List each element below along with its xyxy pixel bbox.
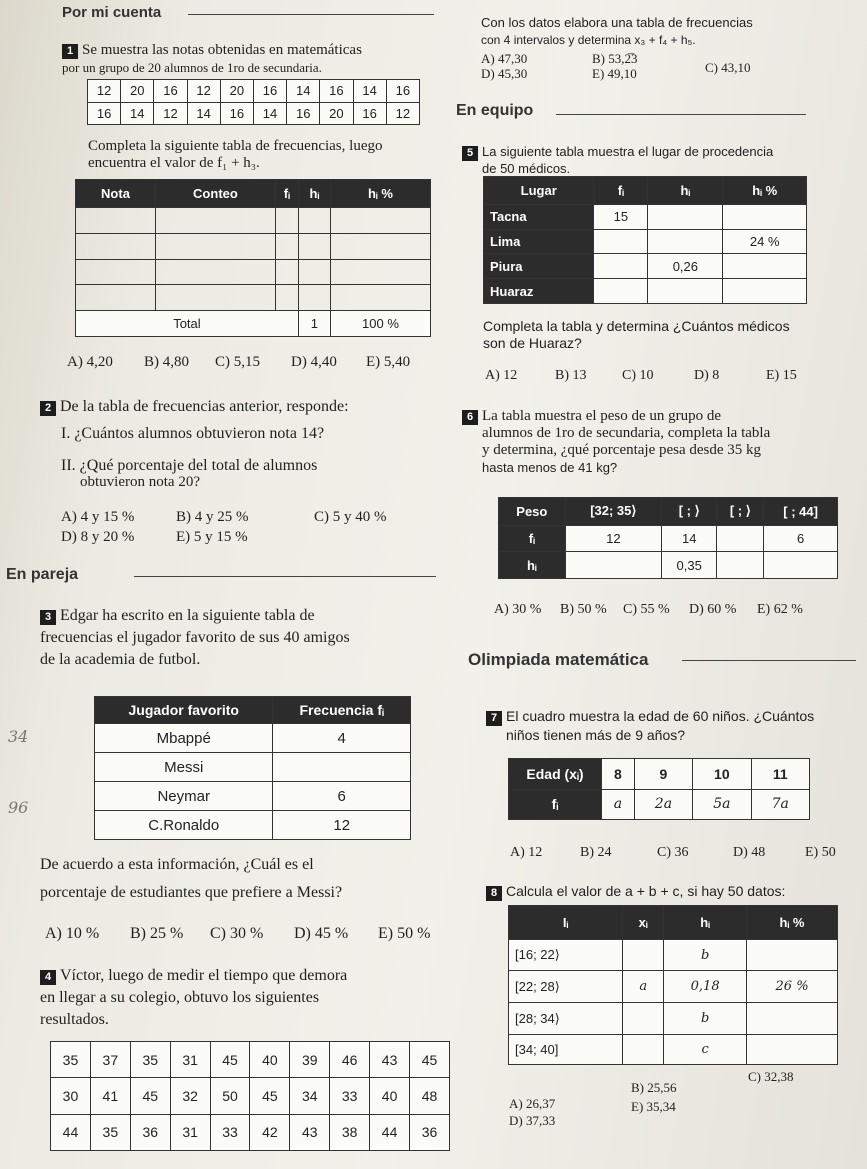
table-row bbox=[499, 525, 838, 552]
problem-1-text-1: Se muestra las notas obtenidas en matemáticas bbox=[82, 42, 362, 58]
table-cell: Mbappé bbox=[95, 724, 273, 753]
column-header: Lugar bbox=[484, 177, 594, 205]
table-cell: b bbox=[664, 939, 747, 971]
doctors-origin-table bbox=[483, 176, 807, 304]
table-row bbox=[509, 1003, 838, 1035]
problem-number: 8 bbox=[486, 886, 502, 901]
table-cell bbox=[594, 279, 648, 304]
table-header-row bbox=[95, 697, 411, 724]
problem-7-text-2: niños tienen más de 9 años? bbox=[506, 727, 686, 743]
answer-option: B) 50 % bbox=[560, 602, 607, 617]
answer-option: D) 45,30 bbox=[481, 66, 528, 81]
column-header: hᵢ % bbox=[747, 906, 838, 940]
problem-2-q2a: II. ¿Qué porcentaje del total de alumnos bbox=[61, 457, 318, 474]
table-cell: 26 % bbox=[747, 971, 838, 1003]
table-row bbox=[484, 204, 807, 229]
table-row bbox=[51, 1078, 450, 1114]
column-header: fᵢ bbox=[594, 177, 648, 205]
table-cell: [16; 22⟩ bbox=[509, 939, 623, 971]
problem-3-q2: porcentaje de estudiantes que prefiere a Messi? bbox=[40, 884, 343, 901]
answer-option: D) 8 y 20 % bbox=[61, 529, 135, 545]
table-row bbox=[95, 753, 411, 782]
total-pct: 100 % bbox=[330, 311, 430, 337]
table-cell: 35 bbox=[90, 1114, 130, 1150]
answer-option: B) 4 y 25 % bbox=[176, 509, 249, 525]
table-cell: 20 bbox=[320, 102, 353, 125]
problem-number: 7 bbox=[486, 711, 502, 726]
table-row bbox=[95, 724, 411, 753]
column-header: fᵢ bbox=[275, 180, 298, 208]
table-cell: 0,26 bbox=[648, 254, 723, 279]
table-cell: fᵢ bbox=[499, 525, 566, 552]
answer-option: C) 43,10 bbox=[705, 60, 751, 75]
section-header-olympiad: Olimpiada matemática bbox=[468, 650, 649, 669]
weight-table bbox=[498, 497, 838, 579]
table-cell: 12 bbox=[273, 811, 411, 840]
problem-3-q1: De acuerdo a esta información, ¿Cuál es el bbox=[40, 856, 314, 873]
table-row bbox=[484, 254, 807, 279]
table-cell: 16 bbox=[253, 80, 286, 103]
table-cell: 4 bbox=[273, 724, 411, 753]
table-cell: 14 bbox=[287, 80, 320, 103]
table-cell: C.Ronaldo bbox=[95, 811, 273, 840]
table-row bbox=[95, 782, 411, 811]
table-cell: a bbox=[623, 971, 664, 1003]
answer-option: D) 48 bbox=[733, 845, 766, 860]
table-cell: 2a bbox=[634, 789, 692, 820]
olympiad-rule bbox=[682, 660, 856, 661]
team-rule bbox=[556, 114, 806, 115]
problem-7-text-1: El cuadro muestra la edad de 60 niños. ¿Cuántos bbox=[506, 708, 815, 724]
answer-option: A) 12 bbox=[485, 368, 518, 383]
table-cell bbox=[747, 1003, 838, 1035]
answer-option: A) 12 bbox=[510, 845, 543, 860]
table-cell: 44 bbox=[370, 1114, 410, 1150]
problem-2-intro bbox=[40, 398, 349, 416]
problem-3-text-2: frecuencias el jugador favorito de sus 40 amigos bbox=[40, 629, 350, 646]
table-row bbox=[509, 939, 838, 971]
problem-2-q2b: obtuvieron nota 20? bbox=[80, 474, 200, 490]
answer-option: B) 24 bbox=[580, 845, 612, 860]
problem-8-statement bbox=[486, 883, 785, 901]
answer-option: C) 55 % bbox=[623, 602, 670, 617]
table-row bbox=[51, 1114, 450, 1150]
table-row bbox=[88, 80, 420, 103]
problem-6-text-2: alumnos de 1ro de secundaria, completa la tabla bbox=[482, 425, 771, 441]
table-cell: b bbox=[664, 1003, 747, 1035]
problem-number: 6 bbox=[462, 410, 478, 425]
table-cell bbox=[747, 939, 838, 971]
margin-note-1: 34 bbox=[8, 727, 29, 746]
table-cell: Huaraz bbox=[484, 279, 594, 304]
table-cell: 46 bbox=[330, 1042, 370, 1078]
answer-option: C) 30 % bbox=[210, 925, 264, 942]
table-cell: Edad (xᵢ) bbox=[509, 759, 602, 790]
answer-option: C) 32,38 bbox=[748, 1069, 794, 1084]
table-cell: 43 bbox=[370, 1042, 410, 1078]
problem-8-text: Calcula el valor de a + b + c, si hay 50 datos: bbox=[506, 883, 786, 899]
problem-3-statement bbox=[40, 605, 440, 671]
table-cell: 35 bbox=[51, 1042, 91, 1078]
table-cell: 14 bbox=[353, 80, 386, 103]
answer-option: C) 36 bbox=[657, 845, 689, 860]
table-cell: Messi bbox=[95, 753, 273, 782]
answer-option: B) 13 bbox=[555, 368, 587, 383]
table-cell: 15 bbox=[594, 204, 648, 229]
table-cell: 39 bbox=[290, 1042, 330, 1078]
table-cell: 36 bbox=[410, 1114, 450, 1150]
table-cell: 24 % bbox=[723, 229, 807, 254]
answer-option: D) 37,33 bbox=[509, 1113, 556, 1128]
problem-2-q1: I. ¿Cuántos alumnos obtuvieron nota 14? bbox=[61, 425, 325, 442]
table-cell: 16 bbox=[154, 80, 187, 103]
column-header: [ ; ⟩ bbox=[717, 498, 764, 526]
instr-line-1: Completa la siguiente tabla de frecuencias, luego bbox=[88, 138, 383, 154]
table-cell: 44 bbox=[51, 1114, 91, 1150]
column-header: Frecuencia fᵢ bbox=[273, 697, 411, 724]
table-cell bbox=[623, 1003, 664, 1035]
table-cell: 12 bbox=[386, 102, 419, 125]
problem-5-text-2: de 50 médicos. bbox=[482, 161, 571, 176]
table-cell bbox=[648, 204, 723, 229]
table-cell: 16 bbox=[287, 102, 320, 125]
answer-option: D) 45 % bbox=[294, 925, 349, 942]
table-cell: 16 bbox=[88, 102, 121, 125]
table-cell: [22; 28⟩ bbox=[509, 971, 623, 1003]
table-cell: 30 bbox=[51, 1078, 91, 1114]
answer-option: E) 15 bbox=[766, 368, 797, 383]
table-cell: 11 bbox=[751, 759, 809, 790]
answer-option: E) 62 % bbox=[757, 602, 803, 617]
table-cell bbox=[648, 229, 723, 254]
answer-option: A) 47,30 bbox=[481, 51, 528, 66]
table-row bbox=[484, 279, 807, 304]
table-cell bbox=[723, 254, 807, 279]
table-row bbox=[499, 552, 838, 579]
problem-5-q1: Completa la tabla y determina ¿Cuántos médicos bbox=[483, 318, 790, 334]
problem-4-continued bbox=[481, 14, 851, 49]
table-cell: 43 bbox=[290, 1114, 330, 1150]
answer-option: A) 10 % bbox=[45, 925, 100, 942]
table-cell: 16 bbox=[353, 102, 386, 125]
answer-option: E) 5,40 bbox=[366, 354, 411, 370]
table-cell: 32 bbox=[170, 1078, 210, 1114]
table-header-row bbox=[499, 498, 838, 526]
column-header: [ ; ⟩ bbox=[662, 498, 717, 526]
column-header: hᵢ bbox=[648, 177, 723, 205]
table-cell: 6 bbox=[273, 782, 411, 811]
table-cell: 14 bbox=[662, 525, 717, 552]
table-cell: 12 bbox=[154, 102, 187, 125]
table-row bbox=[509, 1035, 838, 1065]
table-cell: fᵢ bbox=[509, 789, 602, 820]
times-data-table bbox=[50, 1041, 450, 1151]
table-cell: 40 bbox=[250, 1042, 290, 1078]
table-row bbox=[509, 971, 838, 1003]
table-cell: c bbox=[664, 1035, 747, 1065]
table-cell: [34; 40] bbox=[509, 1035, 623, 1065]
table-cell: 16 bbox=[386, 80, 419, 103]
table-cell: 16 bbox=[220, 102, 253, 125]
problem-6-text-1: La tabla muestra el peso de un grupo de bbox=[482, 408, 722, 424]
table-cell: 48 bbox=[410, 1078, 450, 1114]
problem-4-text-2: en llegar a su colegio, obtuvo los siguientes bbox=[40, 989, 320, 1006]
table-cell bbox=[747, 1035, 838, 1065]
problem-number: 2 bbox=[40, 401, 56, 416]
problem-1-statement bbox=[62, 42, 452, 77]
answer-option: A) 26,37 bbox=[509, 1096, 556, 1111]
answer-option: A) 4,20 bbox=[67, 354, 113, 370]
column-header: Jugador favorito bbox=[95, 697, 273, 724]
table-cell: 45 bbox=[210, 1042, 250, 1078]
problem-7-statement bbox=[486, 707, 866, 745]
table-header-row bbox=[509, 906, 838, 940]
table-cell: 14 bbox=[253, 102, 286, 125]
table-cell: 45 bbox=[250, 1078, 290, 1114]
table-cell: [28; 34⟩ bbox=[509, 1003, 623, 1035]
problem-3-text-3: de la academia de futbol. bbox=[40, 651, 201, 668]
column-header: hᵢ bbox=[664, 906, 747, 940]
problem-number: 5 bbox=[462, 146, 478, 161]
problem-4-text-3: resultados. bbox=[40, 1011, 109, 1028]
p4-cont-text-1: Con los datos elabora una tabla de frecuencias bbox=[481, 15, 753, 30]
table-cell bbox=[764, 552, 838, 579]
answer-option: D) 4,40 bbox=[291, 354, 337, 370]
problem-number: 1 bbox=[62, 44, 78, 59]
table-cell bbox=[623, 939, 664, 971]
total-h: 1 bbox=[298, 311, 330, 337]
table-cell bbox=[594, 254, 648, 279]
table-cell bbox=[717, 525, 764, 552]
answer-option: C) 10 bbox=[622, 368, 654, 383]
column-header: [32; 35⟩ bbox=[565, 498, 661, 526]
instr-line-2: encuentra el valor de f₁ + h₃. bbox=[88, 155, 260, 171]
table-cell: 45 bbox=[410, 1042, 450, 1078]
problem-5-statement bbox=[462, 144, 852, 177]
table-cell: Lima bbox=[484, 229, 594, 254]
column-header: Conteo bbox=[156, 180, 276, 208]
table-cell bbox=[623, 1035, 664, 1065]
table-cell: 10 bbox=[693, 759, 751, 790]
table-cell: 8 bbox=[602, 759, 635, 790]
header-rule bbox=[188, 14, 434, 15]
table-cell: 34 bbox=[290, 1078, 330, 1114]
answer-option: C) 5,15 bbox=[215, 354, 260, 370]
answer-option: E) 5 y 15 % bbox=[176, 529, 248, 545]
table-cell: 37 bbox=[90, 1042, 130, 1078]
answer-option: E) 50 % bbox=[378, 925, 431, 942]
frequency-table-1 bbox=[75, 179, 431, 337]
table-row bbox=[509, 759, 810, 790]
problem-6-statement bbox=[462, 408, 857, 477]
table-cell: 7a bbox=[751, 789, 809, 820]
answer-option: E) 35,34 bbox=[631, 1099, 676, 1114]
table-cell: 35 bbox=[130, 1042, 170, 1078]
pair-rule bbox=[134, 576, 436, 577]
table-cell: 16 bbox=[320, 80, 353, 103]
table-cell: 33 bbox=[330, 1078, 370, 1114]
answer-option: B) 25,56 bbox=[631, 1080, 677, 1095]
table-cell: hᵢ bbox=[499, 552, 566, 579]
column-header: hᵢ % bbox=[330, 180, 430, 208]
section-header-pair: En pareja bbox=[6, 566, 79, 583]
table-cell: 45 bbox=[130, 1078, 170, 1114]
answer-option: D) 8 bbox=[694, 368, 720, 383]
table-cell bbox=[723, 279, 807, 304]
table-cell: 9 bbox=[634, 759, 692, 790]
margin-note-2: 96 bbox=[8, 798, 29, 817]
answer-option: A) 4 y 15 % bbox=[61, 509, 135, 525]
table-cell: 12 bbox=[565, 525, 661, 552]
table-cell bbox=[723, 204, 807, 229]
column-header: Iᵢ bbox=[509, 906, 623, 940]
problem-2-text: De la tabla de frecuencias anterior, responde: bbox=[60, 398, 349, 415]
table-cell: 42 bbox=[250, 1114, 290, 1150]
problem-number: 3 bbox=[40, 610, 56, 625]
problem-3-text-1: Edgar ha escrito en la siguiente tabla de bbox=[60, 607, 315, 624]
problem-5-text-1: La siguiente tabla muestra el lugar de procedencia bbox=[482, 144, 774, 159]
table-row bbox=[484, 229, 807, 254]
problem-6-text-3: y determina, ¿qué porcentaje pesa desde 35 kg bbox=[482, 442, 762, 458]
table-cell bbox=[273, 753, 411, 782]
table-cell: 50 bbox=[210, 1078, 250, 1114]
favorite-player-table bbox=[94, 696, 411, 840]
table-header-row bbox=[484, 177, 807, 205]
answer-option: D) 60 % bbox=[689, 602, 737, 617]
table-row bbox=[95, 811, 411, 840]
answer-option: B) 25 % bbox=[130, 925, 184, 942]
table-cell: 14 bbox=[187, 102, 220, 125]
problem-4-statement bbox=[40, 965, 450, 1031]
table-row bbox=[88, 102, 420, 125]
answer-option: A) 30 % bbox=[494, 602, 542, 617]
column-header: Nota bbox=[76, 180, 156, 208]
total-label: Total bbox=[76, 311, 299, 337]
table-cell: a bbox=[602, 789, 635, 820]
table-cell bbox=[594, 229, 648, 254]
table-cell: 38 bbox=[330, 1114, 370, 1150]
table-row bbox=[51, 1042, 450, 1078]
problem-number: 4 bbox=[40, 970, 56, 985]
table-cell bbox=[648, 279, 723, 304]
table-cell: 40 bbox=[370, 1078, 410, 1114]
table-cell: 20 bbox=[121, 80, 154, 103]
table-cell: 0,18 bbox=[664, 971, 747, 1003]
table-cell: Piura bbox=[484, 254, 594, 279]
table-cell: 12 bbox=[88, 80, 121, 103]
section-header-team: En equipo bbox=[456, 102, 534, 119]
problem-1-text-2: por un grupo de 20 alumnos de 1ro de secundaria. bbox=[62, 60, 322, 75]
grades-data-table bbox=[87, 79, 420, 125]
answer-option: B) 53,2̅3 bbox=[592, 51, 638, 66]
ages-table bbox=[508, 758, 810, 820]
table-cell: 31 bbox=[170, 1042, 210, 1078]
intervals-table bbox=[508, 905, 838, 1065]
table-cell: 5a bbox=[693, 789, 751, 820]
problem-6-text-4: hasta menos de 41 kg? bbox=[482, 460, 618, 475]
column-header: [ ; 44] bbox=[764, 498, 838, 526]
table-cell: 41 bbox=[90, 1078, 130, 1114]
table-row bbox=[509, 789, 810, 820]
table-cell: 36 bbox=[130, 1114, 170, 1150]
table-cell: 0,35 bbox=[662, 552, 717, 579]
answer-option: E) 50 bbox=[805, 845, 836, 860]
table-cell: 20 bbox=[220, 80, 253, 103]
table-cell: 12 bbox=[187, 80, 220, 103]
table-cell: Tacna bbox=[484, 204, 594, 229]
column-header: xᵢ bbox=[623, 906, 664, 940]
answer-option: C) 5 y 40 % bbox=[314, 509, 387, 525]
table-cell bbox=[717, 552, 764, 579]
table-cell: 14 bbox=[121, 102, 154, 125]
problem-1-instructions bbox=[88, 138, 438, 172]
answer-option: B) 4,80 bbox=[144, 354, 189, 370]
column-header: hᵢ % bbox=[723, 177, 807, 205]
table-cell: 31 bbox=[170, 1114, 210, 1150]
p4-cont-text-2: con 4 intervalos y determina x₃ + f₄ + h₅. bbox=[481, 33, 696, 47]
answer-option: E) 49,10 bbox=[592, 66, 637, 81]
section-header-own: Por mi cuenta bbox=[62, 4, 162, 21]
problem-5-q2: son de Huaraz? bbox=[483, 335, 582, 351]
table-cell: Neymar bbox=[95, 782, 273, 811]
column-header: Peso bbox=[499, 498, 566, 526]
table-cell: 6 bbox=[764, 525, 838, 552]
problem-4-text-1: Víctor, luego de medir el tiempo que demora bbox=[60, 967, 348, 984]
column-header: hᵢ bbox=[298, 180, 330, 208]
table-cell bbox=[565, 552, 661, 579]
table-cell: 33 bbox=[210, 1114, 250, 1150]
